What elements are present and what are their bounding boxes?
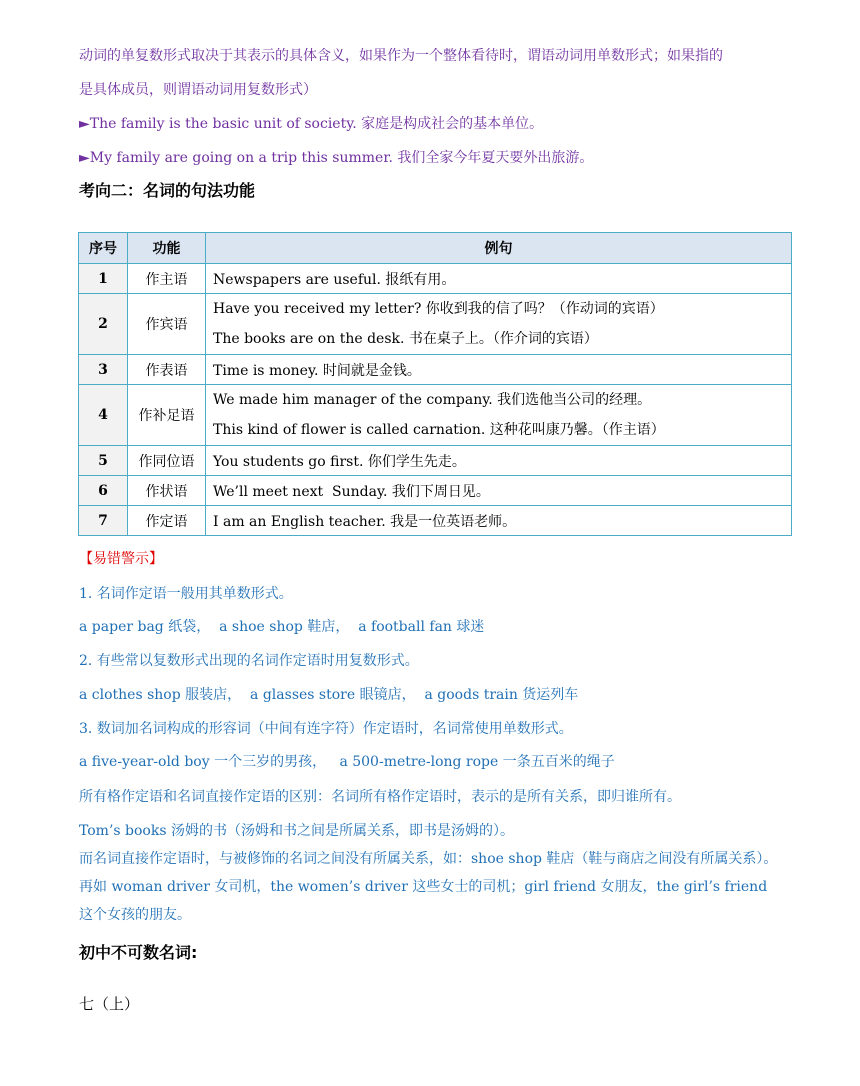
row-example <box>206 294 792 355</box>
header-number: 序号 <box>79 233 128 264</box>
example-text: Time is money. 时间就是金钱。 <box>213 362 421 379</box>
row-function: 作定语 <box>128 506 206 536</box>
warning-example-3: a five-year-old boy 一个三岁的男孩， a 500-metre-long rope 一条五百米的绳子 <box>79 754 615 770</box>
warning-title: 【易错警示】 <box>79 551 163 567</box>
row-example <box>206 355 792 385</box>
row-example <box>206 385 792 446</box>
example-text: You students go first. 你们学生先走。 <box>213 453 466 470</box>
grade-label: 七（上） <box>79 995 140 1013</box>
example-sentence-1: ►The family is the basic unit of society. 家庭是构成社会的基本单位。 <box>79 116 544 132</box>
warning-point-1: 1. 名词作定语一般用其单数形式。 <box>79 586 293 602</box>
row-function: 作补足语 <box>128 385 206 446</box>
warning-point-4: 所有格作定语和名词直接作定语的区别：名词所有格作定语时，表示的是所有关系，即归谁所有。 <box>79 789 681 805</box>
example-text: The books are on the desk. 书在桌子上。（作介词的宾语） <box>213 331 598 347</box>
row-number: 2 <box>79 294 128 355</box>
table-row <box>79 385 792 446</box>
row-function: 作宾语 <box>128 294 206 355</box>
row-number: 4 <box>79 385 128 446</box>
table-row <box>79 506 792 536</box>
warning-point-3: 3. 数词加名词构成的形容词（中间有连字符）作定语时，名词常使用单数形式。 <box>79 721 573 737</box>
row-example <box>206 446 792 476</box>
intro-line-1: 动词的单复数形式取决于其表示的具体含义，如果作为一个整体看待时，谓语动词用单数形式；如果指的 <box>79 48 723 64</box>
example-text: We made him manager of the company. 我们选他当公司的经理。 <box>213 392 652 408</box>
row-number: 1 <box>79 264 128 294</box>
table-row <box>79 476 792 506</box>
header-function: 功能 <box>128 233 206 264</box>
row-number: 5 <box>79 446 128 476</box>
warning-point-5: Tom’s books 汤姆的书（汤姆和书之间是所属关系，即书是汤姆的）。 <box>79 823 514 839</box>
row-example <box>206 264 792 294</box>
row-function: 作主语 <box>128 264 206 294</box>
row-number: 7 <box>79 506 128 536</box>
warning-point-6: 而名词直接作定语时，与被修饰的名词之间没有所属关系，如：shoe shop 鞋店（鞋与商店之间没有所属关系）。再如 woman driver 女司机，the women’s driver 这些女士的司机；girl friend 女朋友，the girl’s friend 这个女孩的朋友。 <box>79 851 778 923</box>
syntax-function-table <box>78 232 792 536</box>
example-text: I am an English teacher. 我是一位英语老师。 <box>213 513 517 530</box>
header-example: 例句 <box>206 233 792 264</box>
example-text: Newspapers are useful. 报纸有用。 <box>213 271 456 288</box>
warning-example-2: a clothes shop 服装店， a glasses store 眼镜店， a goods train 货运列车 <box>79 687 579 703</box>
intro-line-2: 是具体成员，则谓语动词用复数形式） <box>79 82 317 98</box>
table-row <box>79 446 792 476</box>
uncountable-nouns-title: 初中不可数名词: <box>79 943 198 962</box>
table-row <box>79 294 792 355</box>
row-number: 6 <box>79 476 128 506</box>
row-example <box>206 476 792 506</box>
row-function: 作表语 <box>128 355 206 385</box>
example-text: This kind of flower is called carnation. 这种花叫康乃馨。（作主语） <box>213 422 665 438</box>
table-row <box>79 264 792 294</box>
example-text: We’ll meet next Sunday. 我们下周日见。 <box>213 483 490 500</box>
row-function: 作同位语 <box>128 446 206 476</box>
warning-point-2: 2. 有些常以复数形式出现的名词作定语时用复数形式。 <box>79 653 419 669</box>
table-row <box>79 355 792 385</box>
row-number: 3 <box>79 355 128 385</box>
section-title: 考向二：名词的句法功能 <box>79 181 256 200</box>
row-example <box>206 506 792 536</box>
example-text: Have you received my letter? 你收到我的信了吗？（作动词的宾语） <box>213 301 664 317</box>
row-function: 作状语 <box>128 476 206 506</box>
warning-example-1: a paper bag 纸袋， a shoe shop 鞋店， a football fan 球迷 <box>79 619 485 635</box>
example-sentence-2: ►My family are going on a trip this summer. 我们全家今年夏天要外出旅游。 <box>79 150 594 166</box>
table-header-row <box>79 233 792 264</box>
